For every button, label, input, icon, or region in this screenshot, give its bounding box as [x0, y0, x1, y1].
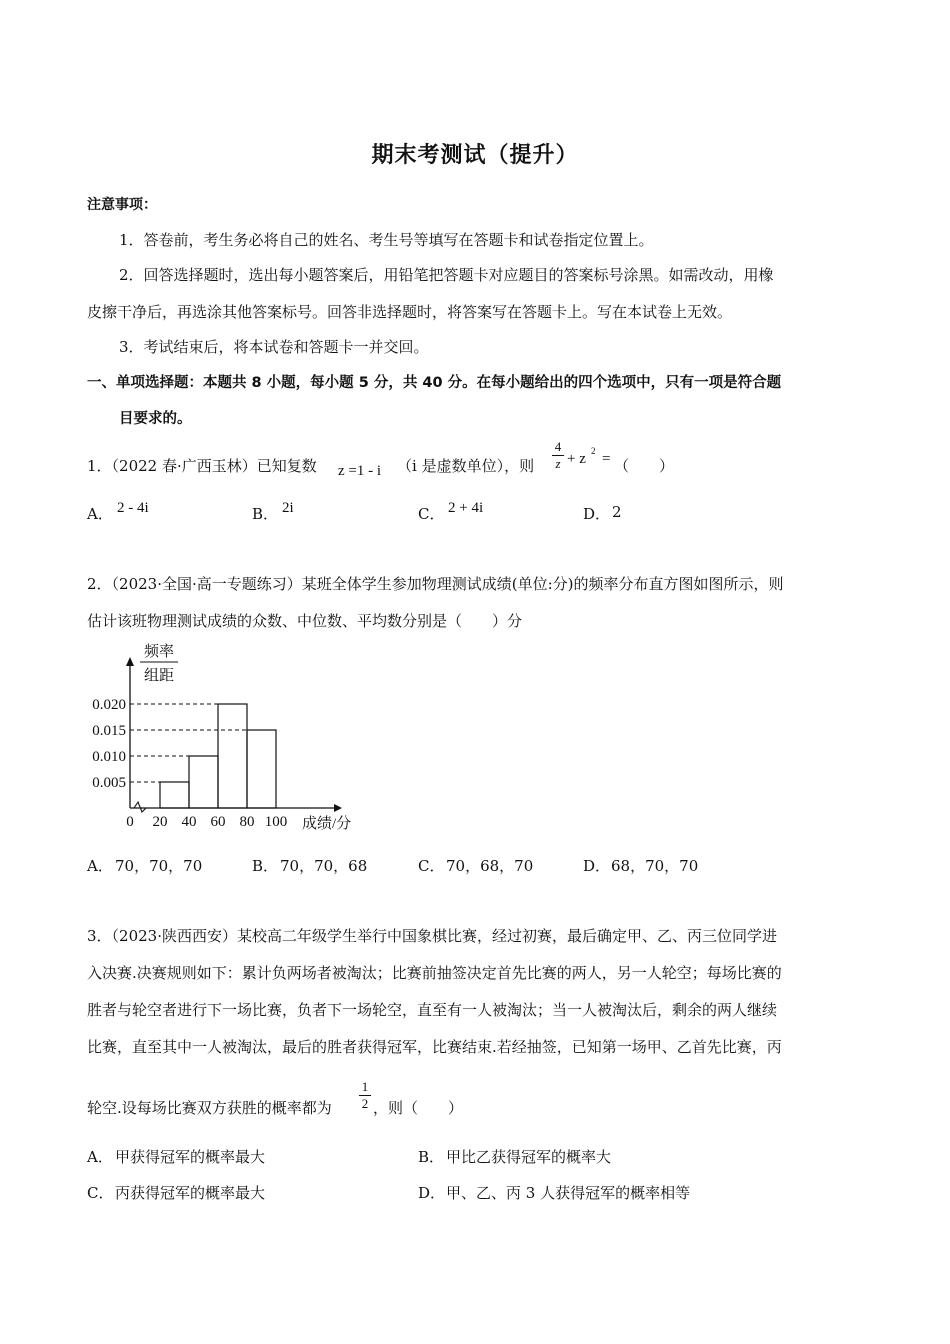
- q1-prefix: 1．（2022 春·广西玉林）已知复数: [87, 457, 317, 475]
- q2-option-d-value: 68，70，70: [611, 857, 699, 875]
- y-tick-label: 0.005: [92, 775, 126, 791]
- x-tick-label: 60: [210, 814, 226, 830]
- y-axis-arrow: [126, 657, 134, 666]
- section-heading-line1: 一、单项选择题：本题共 8 小题，每小题 5 分，共 40 分。在每小题给出的四个选项中，只有一项是符合题: [87, 375, 782, 391]
- y-tick-label: 0.020: [92, 697, 126, 713]
- notice-item-2-line2: 皮擦干净后，再选涂其他答案标号。回答非选择题时，将答案写在答题卡上。写在本试卷上无效。: [87, 303, 733, 321]
- q3-line1: 3．（2023·陕西西安）某校高二年级学生举行中国象棋比赛，经过初赛，最后确定甲、乙、丙三位同学进: [87, 927, 777, 945]
- y-axis-label-numerator: 频率: [143, 644, 175, 660]
- q2-option-b-label: B．: [252, 857, 279, 875]
- y-axis-label-denominator: 组距: [143, 668, 175, 684]
- x-axis-label: 成绩/分: [302, 816, 352, 832]
- x-tick-label: 40: [181, 814, 197, 830]
- notice-item-3: 3．考试结束后，将本试卷和答题卡一并交回。: [119, 338, 429, 356]
- q3-line4: 比赛，直至其中一人被淘汰，最后的胜者获得冠军，比赛结束.若经抽签，已知第一场甲、乙首先比赛，丙: [87, 1038, 782, 1056]
- histogram-chart: [80, 635, 380, 835]
- q3-option-b-label: B．: [418, 1148, 445, 1166]
- y-tick-label: 0.015: [92, 723, 126, 739]
- x-axis-arrow: [334, 804, 342, 812]
- q2-option-a-value: 70，70，70: [115, 857, 203, 875]
- q3-option-a-value: 甲获得冠军的概率最大: [115, 1148, 266, 1166]
- notice-item-1: 1．答卷前，考生务必将自己的姓名、考生号等填写在答题卡和试卷指定位置上。: [119, 231, 654, 249]
- q1-option-b-label: B．: [252, 505, 279, 523]
- q1-z-expression: z =1 - i: [338, 463, 382, 479]
- q3-option-c-value: 丙获得冠军的概率最大: [115, 1184, 266, 1202]
- notice-heading: 注意事项：: [87, 197, 157, 213]
- q2-option-c-value: 70，68，70: [446, 857, 534, 875]
- q1-plus-z: + z: [567, 451, 586, 467]
- notice-item-2-line1: 2．回答选择题时，选出每小题答案后，用铅笔把答题卡对应题目的答案标号涂黑。如需改动，用橡: [119, 266, 774, 284]
- q1-option-a-label: A．: [87, 505, 113, 523]
- q3-line5-prefix: 轮空.设每场比赛双方获胜的概率都为: [87, 1099, 332, 1117]
- x-tick-label: 100: [264, 814, 288, 830]
- origin-label: 0: [126, 814, 134, 830]
- q1-option-d-value: 2: [612, 503, 622, 521]
- section-heading-line2: 目要求的。: [119, 411, 192, 427]
- q3-option-b-value: 甲比乙获得冠军的概率大: [446, 1148, 612, 1166]
- histogram-bar: [160, 782, 189, 808]
- q1-equals: =: [602, 451, 611, 467]
- q3-line2: 入决赛.决赛规则如下：累计负两场者被淘汰；比赛前抽签决定首先比赛的两人，另一人轮空；每场比赛的: [87, 964, 782, 982]
- q1-option-a-value: 2 - 4i: [117, 500, 149, 516]
- q2-option-c-label: C．: [418, 857, 445, 875]
- q3-option-d-label: D．: [418, 1184, 446, 1202]
- q3-option-a-label: A．: [87, 1148, 113, 1166]
- q3-fraction-denominator: 2: [361, 1096, 369, 1111]
- q3-option-d-value: 甲、乙、丙 3 人获得冠军的概率相等: [446, 1184, 691, 1202]
- axis-break-mark: [134, 802, 146, 812]
- q1-option-b-value: 2i: [282, 500, 294, 516]
- q3-line3: 胜者与轮空者进行下一场比赛，负者下一场轮空，直至有一人被淘汰；当一人被淘汰后，剩余的两人继续: [87, 1001, 778, 1019]
- q3-fraction: [359, 1080, 371, 1111]
- x-tick-label: 20: [152, 814, 168, 830]
- q2-option-d-label: D．: [583, 857, 611, 875]
- histogram-bar: [218, 704, 247, 808]
- q1-fraction-denominator: z: [555, 456, 561, 471]
- q1-fraction-numerator: 4: [554, 439, 562, 454]
- q2-line1: 2．（2023·全国·高一专题练习）某班全体学生参加物理测试成绩(单位:分)的频率分布直方图如图所示，则: [87, 575, 784, 593]
- q3-option-c-label: C．: [87, 1184, 114, 1202]
- q1-answer-blank: （ ）: [614, 457, 675, 475]
- q1-option-c-label: C．: [418, 505, 445, 523]
- q1-mid-text: （i 是虚数单位），则: [397, 457, 535, 475]
- q2-line2: 估计该班物理测试成绩的众数、中位数、平均数分别是（ ）分: [87, 612, 523, 630]
- q1-option-c-value: 2 + 4i: [448, 500, 484, 516]
- q1-option-d-label: D．: [583, 505, 611, 523]
- q3-fraction-numerator: 1: [361, 1079, 369, 1094]
- page-title: 期末考测试（提升）: [371, 143, 579, 168]
- x-tick-label: 80: [239, 814, 255, 830]
- y-tick-label: 0.010: [92, 749, 126, 765]
- q1-fraction: [552, 440, 564, 471]
- histogram-bar: [189, 756, 218, 808]
- q2-option-a-label: A．: [87, 857, 113, 875]
- q1-superscript: 2: [591, 446, 596, 456]
- q3-line5-suffix: ，则（ ）: [373, 1099, 464, 1117]
- q2-option-b-value: 70，70，68: [280, 857, 368, 875]
- histogram-bar: [247, 730, 276, 808]
